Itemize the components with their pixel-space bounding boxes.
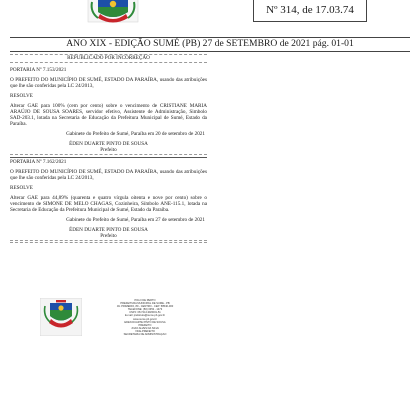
edition-line: ANO XIX - EDIÇÃO SUMÉ (PB) 27 de SETEMBRO de 2021 pág. 01-01 bbox=[66, 38, 354, 49]
footer-contact-block bbox=[90, 299, 200, 336]
act-place-date: Gabinete do Prefeito de Sumé, Paraíba em 27 de setembro de 2021 bbox=[66, 217, 205, 223]
footer-line: PREFEITURA MUNICIPAL DE SUMÉ - PB bbox=[120, 302, 170, 306]
footer-line: AV. PRIMEIRO, 89 - CENTRO - CEP: 58540-000 bbox=[116, 305, 174, 309]
act-place-date: Gabinete do Prefeito de Sumé, Paraíba em 20 de setembro de 2021 bbox=[66, 131, 205, 137]
act-signer: ÉDEN DUARTE PINTO DE SOUSA bbox=[69, 227, 148, 233]
dashed-separator bbox=[10, 240, 207, 241]
law-reference: Nº 314, de 17.03.74 bbox=[266, 4, 354, 16]
municipal-coat-of-arms-icon bbox=[40, 298, 82, 336]
act-signer-role: Prefeito bbox=[100, 233, 117, 239]
act-preamble: O PREFEITO DO MUNICÍPIO DE SUMÉ, ESTADO DA PARAÍBA, usando das atribuições que lhe são conferidas pela LC 24/2013, bbox=[10, 77, 207, 89]
act-title: PORTARIA Nº 7.162/2021 bbox=[10, 159, 67, 165]
act-preamble: O PREFEITO DO MUNICÍPIO DE SUMÉ, ESTADO DA PARAÍBA, usando das atribuições que lhe são conferidas pela LC 24/2013, bbox=[10, 169, 207, 181]
act-portaria-7162 bbox=[10, 159, 207, 239]
acts-column bbox=[10, 53, 207, 243]
act-portaria-7153 bbox=[10, 67, 207, 153]
act-signer-role: Prefeito bbox=[100, 147, 117, 153]
republication-note: REPUBLICADO POR INCORREÇÃO bbox=[67, 55, 150, 61]
footer-line: TELEFONE: (83) 3353 - 1473 bbox=[127, 308, 163, 312]
footer-line: E-mail: prefeitura@sume.pb.gov.br bbox=[124, 314, 166, 318]
footer-line: JOÃO ALVES DA SILVA bbox=[131, 326, 159, 330]
act-signer: ÉDEN DUARTE PINTO DE SOUSA bbox=[69, 141, 148, 147]
footer-line: VICE-PREFEITO bbox=[135, 329, 155, 333]
footer-line: CNPJ: 08.744.139/0001-51 bbox=[129, 311, 161, 315]
dashed-separator bbox=[10, 242, 207, 243]
footer-line: www.sume.pb.gov.br bbox=[133, 317, 157, 321]
law-reference-box bbox=[253, 0, 367, 22]
municipal-coat-of-arms-icon bbox=[84, 0, 142, 30]
footer-line: PREFEITO bbox=[138, 323, 152, 327]
header-rule-bottom bbox=[10, 51, 410, 52]
act-separator-rule bbox=[10, 157, 207, 158]
act-body: Alterar GAE para 44,89% (quarenta e quatro vírgula oitenta e nove por cento) sobre o vencimento de SIMONE DE MELO CHAGAS, Cozinheira, Símbolo ANE-115.1, lotada na Secretaria de Educação da Prefeitura Municipal de Sumé, Estado da Paraíba. bbox=[10, 195, 207, 213]
footer-line: ÉDEN DUARTE PINTO DE SOUSA bbox=[124, 320, 166, 324]
footer-line: SECRETARIA DE ADMINISTRAÇÃO bbox=[123, 333, 167, 337]
footer bbox=[40, 298, 200, 338]
dashed-separator bbox=[10, 154, 207, 155]
act-body: Alterar GAE para 100% (cem por cento) sobre o vencimento de CRISTIANE MARIA ARAÚJO DE SOUSA SOARES, servidor efetivo, Assistente de Administração, Simbolo SAD-203.1, lotada na Secretaria de Educação da Prefeitura Municipal de Sumé, Estado da Paraíba. bbox=[10, 103, 207, 127]
footer-line: POLO DE PERTO bbox=[134, 299, 156, 302]
act-title: PORTARIA Nº 7.153/2021 bbox=[10, 67, 67, 73]
act-resolve: RESOLVE bbox=[10, 185, 33, 191]
act-resolve: RESOLVE bbox=[10, 93, 33, 99]
